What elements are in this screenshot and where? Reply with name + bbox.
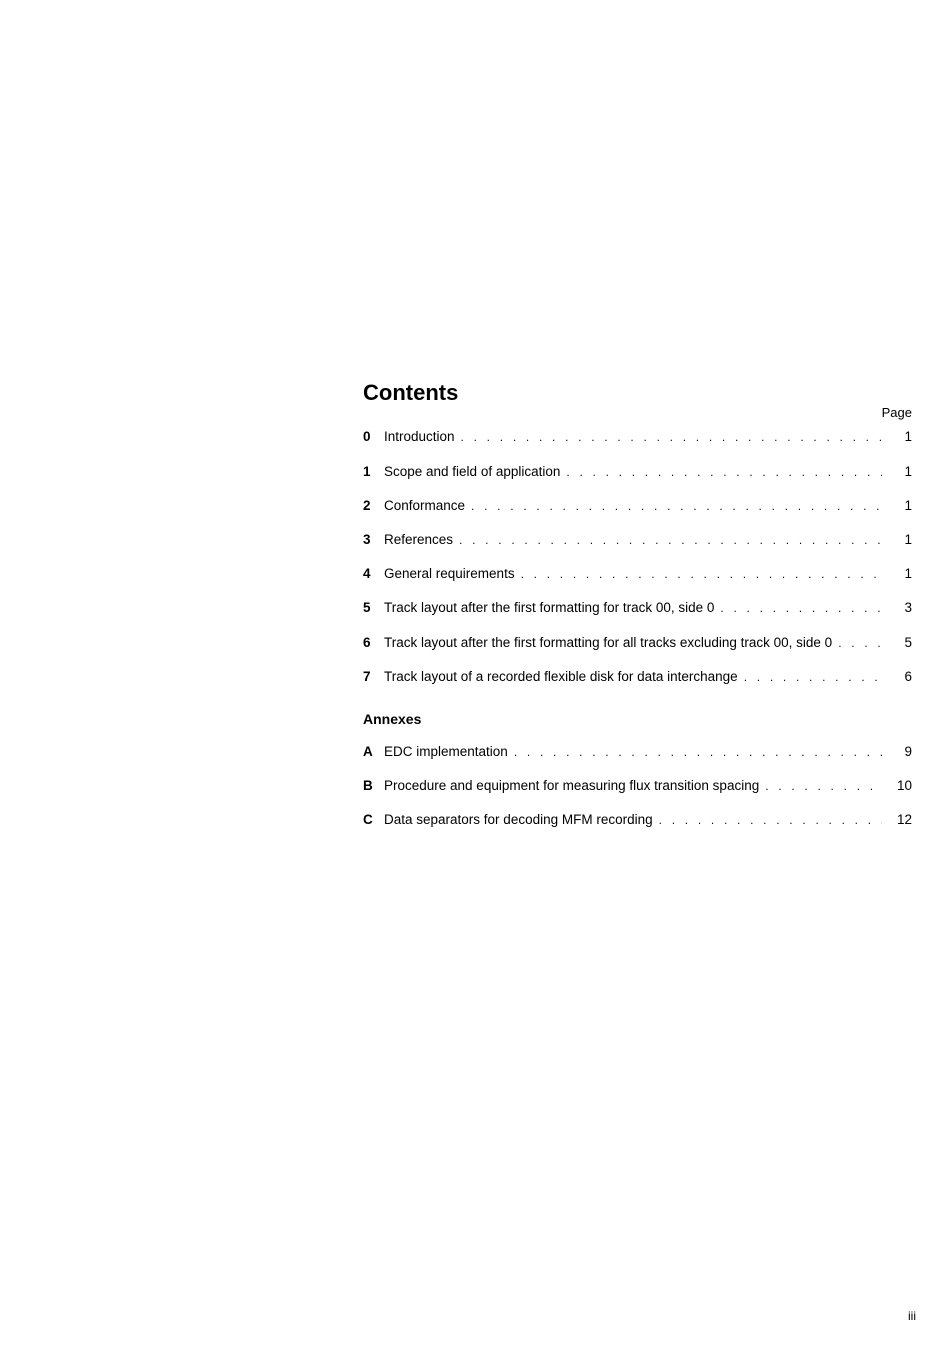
toc-entry-number: 1 (363, 464, 371, 479)
toc-entry-number: 5 (363, 600, 371, 615)
toc-entry-title: Track layout of a recorded flexible disk for data interchange (384, 669, 738, 684)
toc-entry-number: 2 (363, 498, 371, 513)
toc-entry-1[interactable] (363, 462, 912, 482)
toc-entry-5[interactable] (363, 598, 912, 618)
dot-leader (744, 667, 882, 687)
toc-entry-0[interactable] (363, 427, 912, 447)
annex-letter: A (363, 744, 373, 759)
toc-entry-4[interactable] (363, 564, 912, 584)
annex-title: EDC implementation (384, 744, 508, 759)
dot-leader (765, 776, 882, 796)
toc-entry-2[interactable] (363, 496, 912, 516)
dot-leader (566, 462, 882, 482)
toc-entry-title: Track layout after the first formatting for all tracks excluding track 00, side 0 (384, 635, 833, 650)
toc-entry-page: 1 (904, 429, 912, 444)
page-column-header: Page (881, 405, 912, 420)
toc-entry-number: 7 (363, 669, 371, 684)
toc-entry-7[interactable] (363, 667, 912, 687)
toc-entry-title: References (384, 532, 454, 547)
dot-leader (459, 530, 882, 550)
dot-leader (471, 496, 882, 516)
toc-entry-title: General requirements (384, 566, 515, 581)
toc-entry-title: Conformance (384, 498, 466, 513)
page-folio: iii (908, 1309, 916, 1323)
annex-letter: B (363, 778, 373, 793)
annex-entry-a[interactable] (363, 742, 912, 762)
annex-page: 12 (896, 812, 912, 827)
toc-entry-6[interactable] (363, 633, 912, 653)
annex-title: Procedure and equipment for measuring flux transition spacing (384, 778, 760, 793)
toc-entry-page: 1 (904, 532, 912, 547)
toc-entry-number: 3 (363, 532, 371, 547)
annex-title: Data separators for decoding MFM recording (384, 812, 653, 827)
contents-title: Contents (363, 380, 459, 405)
toc-entry-page: 1 (904, 464, 912, 479)
toc-entry-number: 6 (363, 635, 371, 650)
dot-leader (514, 742, 882, 762)
annex-entry-b[interactable] (363, 776, 912, 796)
dot-leader (659, 810, 882, 830)
annex-page: 10 (896, 778, 912, 793)
annex-page: 9 (904, 744, 912, 759)
toc-entry-title: Introduction (384, 429, 455, 444)
annex-entry-c[interactable] (363, 810, 912, 830)
toc-entry-page: 5 (904, 635, 912, 650)
dot-leader (461, 427, 882, 447)
dot-leader (521, 564, 882, 584)
toc-entry-3[interactable] (363, 530, 912, 550)
toc-entry-page: 1 (904, 566, 912, 581)
annex-letter: C (363, 812, 373, 827)
toc-entry-page: 3 (904, 600, 912, 615)
toc-entry-page: 6 (904, 669, 912, 684)
toc-entry-title: Scope and field of application (384, 464, 561, 479)
dot-leader (838, 633, 882, 653)
toc-entry-number: 0 (363, 429, 371, 444)
toc-entry-number: 4 (363, 566, 371, 581)
toc-entry-page: 1 (904, 498, 912, 513)
dot-leader (720, 598, 882, 618)
annexes-heading: Annexes (363, 711, 422, 727)
toc-entry-title: Track layout after the first formatting for track 00, side 0 (384, 600, 715, 615)
